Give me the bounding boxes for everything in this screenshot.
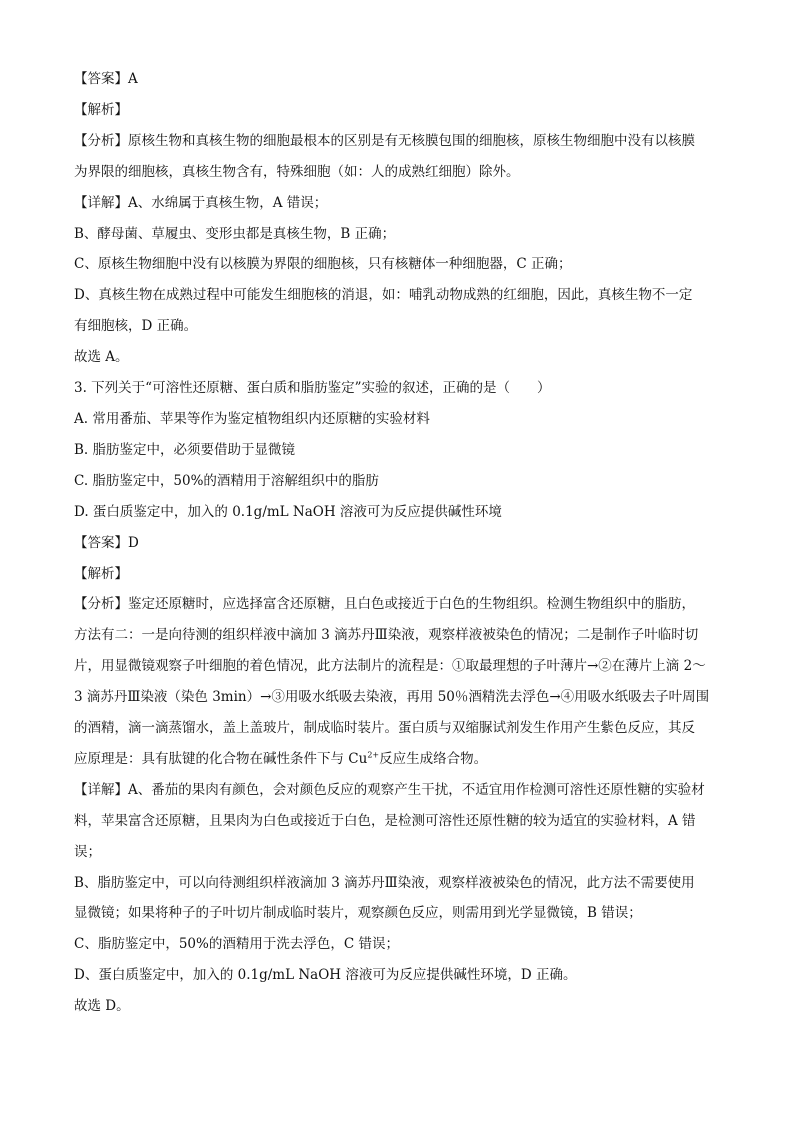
q3-fenxi-line-2: 方法有二：一是向待测的组织样液中滴加 3 滴苏丹Ⅲ染液，观察样液被染色的情况；二是制作子叶临时切 [74,627,699,644]
q3-option-a: A. 常用番茄、苹果等作为鉴定植物组织内还原糖的实验材料 [74,410,430,427]
fenxi-text: 应原理是：具有肽键的化合物在碱性条件下与 Cu [74,750,368,767]
q3-detail-line-b2: 显微镜；如果将种子的子叶切片制成临时装片，观察颜色反应，则需用到光学显微镜，B 错误； [74,905,642,922]
q2-detail-line-c: C、原核生物细胞中没有以核膜为界限的细胞核，只有核糖体一种细胞器，C 正确； [74,256,572,273]
q3-fenxi-line-6 [74,744,730,775]
q3-detail-line-c: C、脂肪鉴定中，50%的酒精用于洗去浮色，C 错误； [74,936,399,953]
q3-conclusion: 故选 D。 [74,998,130,1015]
q3-detail-line-a2: 料，苹果富含还原糖，且果肉为白色或接近于白色，是检测可溶性还原性糖的较为适宜的实验材料，A 错 [74,812,696,829]
q2-answer-line [74,64,730,95]
answer-tag: 【答案】 [74,71,128,87]
fenxi-text: 鉴定还原糖时，应选择富含还原糖，且白色或接近于白色的生物组织。检测生物组织中的脂肪， [128,596,695,613]
q3-detail-line-d: D、蛋白质鉴定中，加入的 0.1g/mL NaOH 溶液可为反应提供碱性环境，D 正确。 [74,967,577,984]
q3-detail-line-a1 [74,775,730,806]
xiangjie-tag: 【详解】 [74,194,128,211]
answer-value: D [128,534,139,551]
q3-option-d: D. 蛋白质鉴定中，加入的 0.1g/mL NaOH 溶液可为反应提供碱性环境 [74,503,502,520]
q2-detail-line-d1: D、真核生物在成熟过程中可能发生细胞核的消退，如：哺乳动物成熟的红细胞，因此，真核生物不一定 [74,287,693,304]
q2-fenxi-line-2: 为界限的细胞核，真核生物含有，特殊细胞（如：人的成熟红细胞）除外。 [74,163,520,180]
q2-detail-line-a [74,188,730,219]
fenxi-text: 反应生成络合物。 [379,750,488,767]
detail-a: A、番茄的果肉有颜色，会对颜色反应的观察产生干扰，不适宜用作检测可溶性还原性糖的实验材 [128,781,705,798]
q2-conclusion: 故选 A。 [74,349,129,366]
q3-stem: 3. 下列关于“可溶性还原糖、蛋白质和脂肪鉴定”实验的叙述，正确的是（ ） [74,380,551,397]
q3-fenxi-line-1 [74,589,730,620]
answer-value: A [128,71,138,87]
q2-analysis-heading: 【解析】 [74,101,128,118]
q2-detail-line-b: B、酵母菌、草履虫、变形虫都是真核生物，B 正确； [74,225,396,242]
q3-detail-line-a3: 误； [74,843,101,860]
document-page [74,64,730,1022]
fenxi-tag: 【分析】 [74,596,128,613]
q3-fenxi-line-5: 的酒精，滴一滴蒸馏水，盖上盖玻片，制成临时装片。蛋白质与双缩脲试剂发生作用产生紫色反应，其反 [74,720,695,737]
xiangjie-tag: 【详解】 [74,781,128,798]
q2-fenxi-line-1 [74,126,730,157]
q3-fenxi-line-3: 片，用显微镜观察子叶细胞的着色情况，此方法制片的流程是：①取最理想的子叶薄片→②在薄片上滴 2～ [74,658,706,675]
q2-detail-line-d2: 有细胞核，D 正确。 [74,318,198,335]
detail-a: A、水绵属于真核生物，A 错误； [128,194,328,211]
fenxi-text: 原核生物和真核生物的细胞最根本的区别是有无核膜包围的细胞核，原核生物细胞中没有以核膜 [128,132,695,149]
fenxi-tag: 【分析】 [74,132,128,149]
answer-tag: 【答案】 [74,534,128,551]
q3-answer-line [74,528,730,559]
q3-option-b: B. 脂肪鉴定中，必须要借助于显微镜 [74,441,296,458]
q3-analysis-heading: 【解析】 [74,565,128,582]
q3-fenxi-line-4: 3 滴苏丹Ⅲ染液（染色 3min）→③用吸水纸吸去染液，再用 50％酒精洗去浮色→④用吸水纸吸去子叶周围 [74,689,710,706]
q3-detail-line-b1: B、脂肪鉴定中，可以向待测组织样液滴加 3 滴苏丹Ⅲ染液，观察样液被染色的情况，此方法不需要使用 [74,874,695,891]
ion-charge: 2+ [367,750,380,760]
q3-option-c: C. 脂肪鉴定中，50%的酒精用于溶解组织中的脂肪 [74,472,379,489]
